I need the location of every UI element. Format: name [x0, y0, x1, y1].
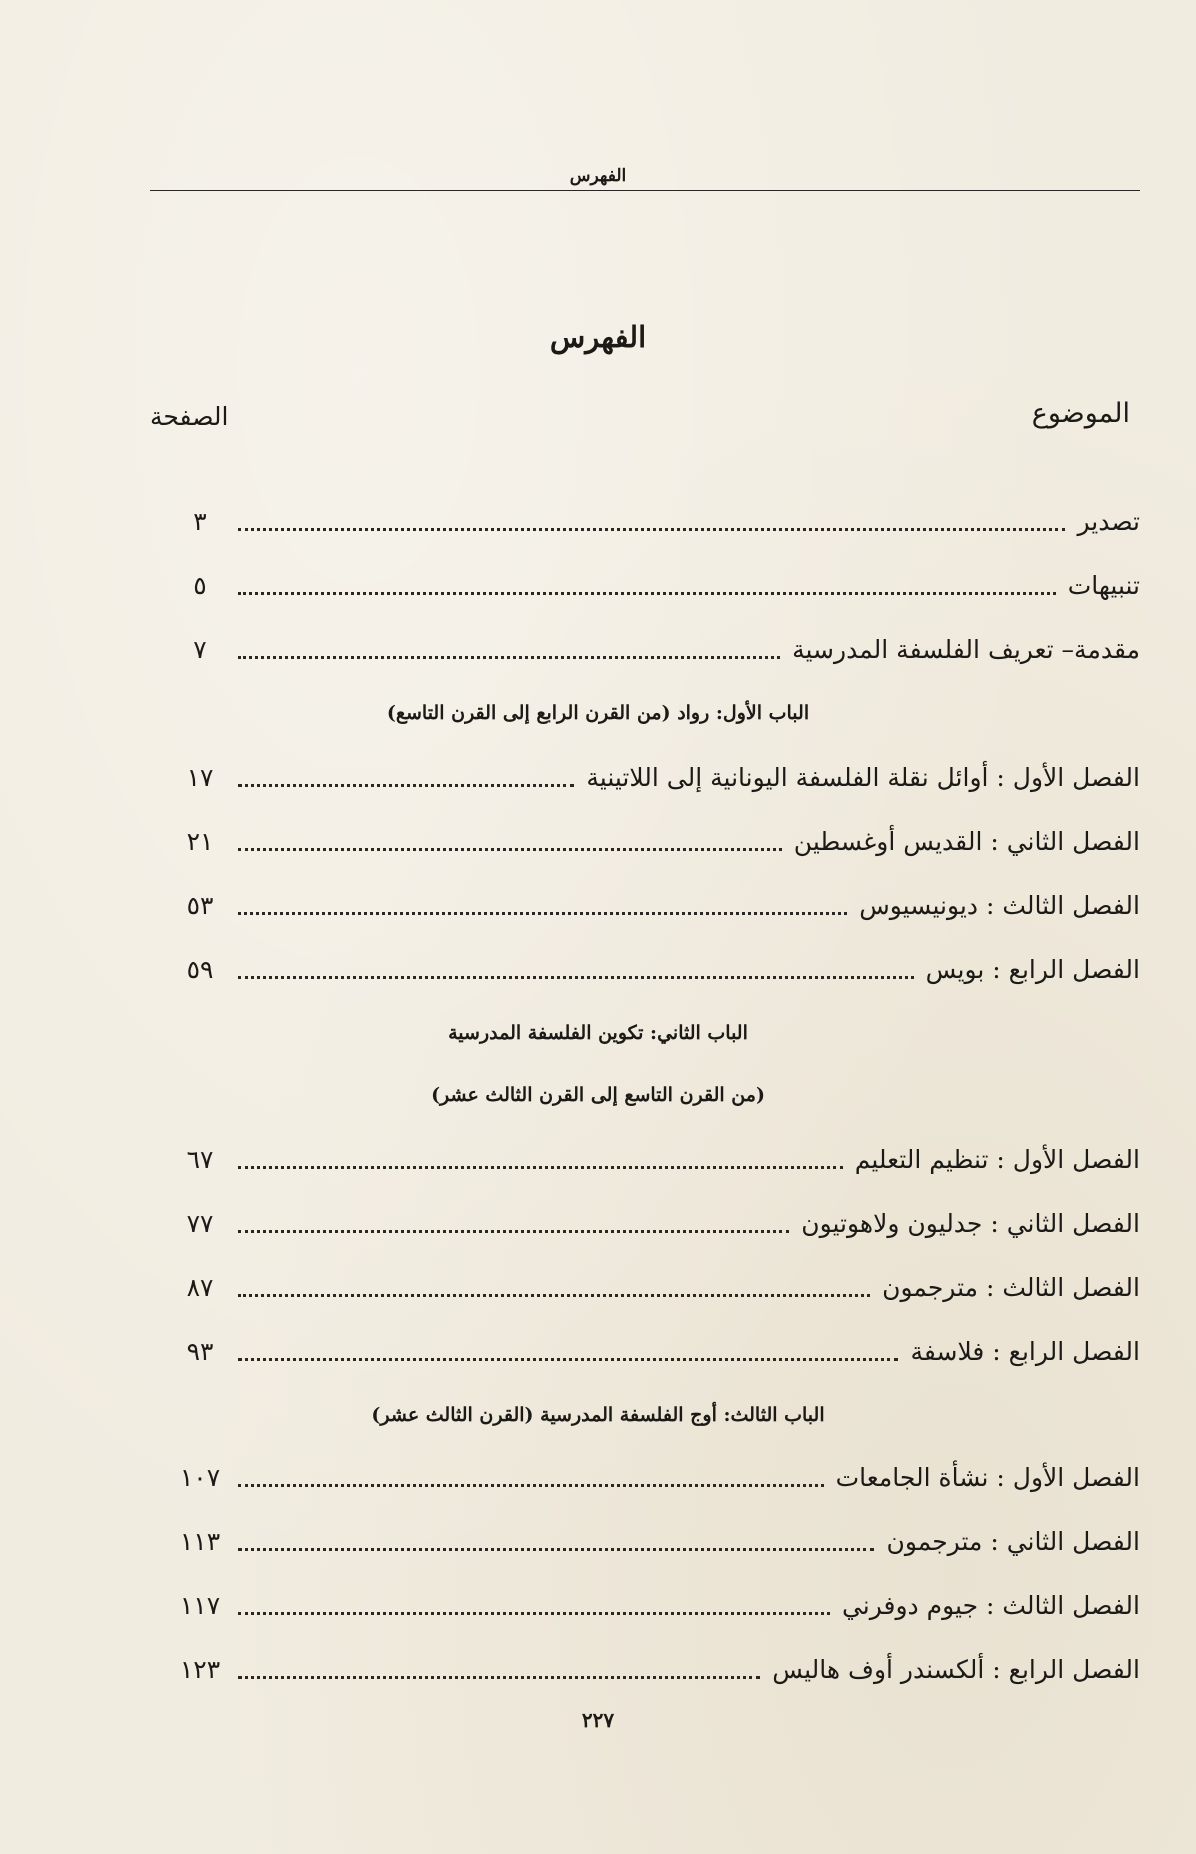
- toc-entry-title: مقدمة– تعريف الفلسفة المدرسية: [792, 635, 1140, 664]
- leader-dots: [238, 1230, 789, 1233]
- toc-entry-title: الفصل الأول : نشأة الجامعات: [835, 1463, 1140, 1492]
- running-head: الفهرس: [569, 166, 627, 186]
- leader-dots: [238, 1294, 870, 1297]
- leader-dots: [238, 1548, 874, 1551]
- toc-entry: [0, 822, 1196, 862]
- leader-dots: [238, 912, 847, 915]
- toc-entry-page: ١١٣: [179, 1527, 221, 1556]
- toc-entry: [0, 1586, 1196, 1626]
- toc-entry: [0, 1204, 1196, 1244]
- toc-entry: [0, 1458, 1196, 1498]
- toc-entry-title: تنبيهات: [1067, 571, 1140, 600]
- toc-entry: [0, 1522, 1196, 1562]
- leader-dots: [238, 976, 914, 979]
- toc-entry-page: ٦٧: [186, 1145, 214, 1174]
- toc-entry-title: الفصل الرابع : فلاسفة: [910, 1337, 1140, 1366]
- part-heading: الباب الثاني: تكوين الفلسفة المدرسية: [448, 1022, 748, 1044]
- toc-entry: [0, 1268, 1196, 1308]
- leader-dots: [238, 1676, 760, 1679]
- toc-entry-page: ٨٧: [186, 1273, 214, 1302]
- leader-dots: [238, 784, 574, 787]
- leader-dots: [238, 592, 1056, 595]
- toc-entry-title: الفصل الأول : تنظيم التعليم: [854, 1145, 1140, 1174]
- page-number: ٢٢٧: [581, 1708, 615, 1732]
- leader-dots: [238, 1484, 824, 1487]
- toc-entry: [0, 1650, 1196, 1690]
- leader-dots: [238, 1612, 830, 1615]
- toc-entry: [0, 630, 1196, 670]
- toc-entry-page: ٩٣: [186, 1337, 214, 1366]
- toc-entry-title: الفصل الثاني : القديس أوغسطين: [793, 827, 1140, 856]
- toc-entry-page: ٧: [193, 635, 207, 664]
- toc-entry-title: الفصل الثاني : جدليون ولاهوتيون: [801, 1209, 1140, 1238]
- column-heading-subject: الموضوع: [1031, 398, 1130, 429]
- leader-dots: [238, 1166, 843, 1169]
- leader-dots: [238, 656, 780, 659]
- toc-entry-title: الفصل الثاني : مترجمون: [886, 1527, 1140, 1556]
- toc-entry-page: ٥٩: [186, 955, 214, 984]
- toc-entry: [0, 950, 1196, 990]
- header-rule: [150, 190, 1140, 191]
- toc-entry: [0, 502, 1196, 542]
- toc-entry: [0, 1140, 1196, 1180]
- part-heading: الباب الثالث: أوج الفلسفة المدرسية (القرن الثالث عشر): [371, 1404, 825, 1426]
- toc-entry-title: الفصل الثالث : مترجمون: [882, 1273, 1140, 1302]
- part-heading: الباب الأول: رواد (من القرن الرابع إلى القرن التاسع): [386, 702, 810, 724]
- leader-dots: [238, 848, 782, 851]
- toc-entry-page: ١٢٣: [179, 1655, 221, 1684]
- part-subheading: (من القرن التاسع إلى القرن الثالث عشر): [431, 1084, 765, 1106]
- toc-entry-title: تصدير: [1077, 507, 1140, 536]
- leader-dots: [238, 1358, 898, 1361]
- toc-entry-page: ٥٣: [186, 891, 214, 920]
- column-heading-page: الصفحة: [150, 402, 229, 431]
- toc-entry-page: ١٧: [186, 763, 214, 792]
- toc-entry: [0, 566, 1196, 606]
- toc-entry-title: الفصل الرابع : بويس: [925, 955, 1140, 984]
- toc-entry-title: الفصل الأول : أوائل نقلة الفلسفة اليونانية إلى اللاتينية: [586, 763, 1140, 792]
- toc-entry-page: ٣: [193, 507, 207, 536]
- toc-entry-title: الفصل الثالث : جيوم دوفرني: [841, 1591, 1140, 1620]
- toc-entry-page: ١٠٧: [179, 1463, 221, 1492]
- toc-entry: [0, 758, 1196, 798]
- toc-entry: [0, 1332, 1196, 1372]
- page-title: الفهرس: [549, 320, 647, 354]
- toc-entry-page: ٢١: [186, 827, 214, 856]
- toc-entry-page: ٥: [193, 571, 207, 600]
- toc-entry-page: ٧٧: [186, 1209, 214, 1238]
- leader-dots: [238, 528, 1065, 531]
- toc-entry: [0, 886, 1196, 926]
- toc-entry-title: الفصل الرابع : ألكسندر أوف هاليس: [772, 1655, 1140, 1684]
- toc-entry-page: ١١٧: [179, 1591, 221, 1620]
- toc-entry-title: الفصل الثالث : ديونيسيوس: [859, 891, 1140, 920]
